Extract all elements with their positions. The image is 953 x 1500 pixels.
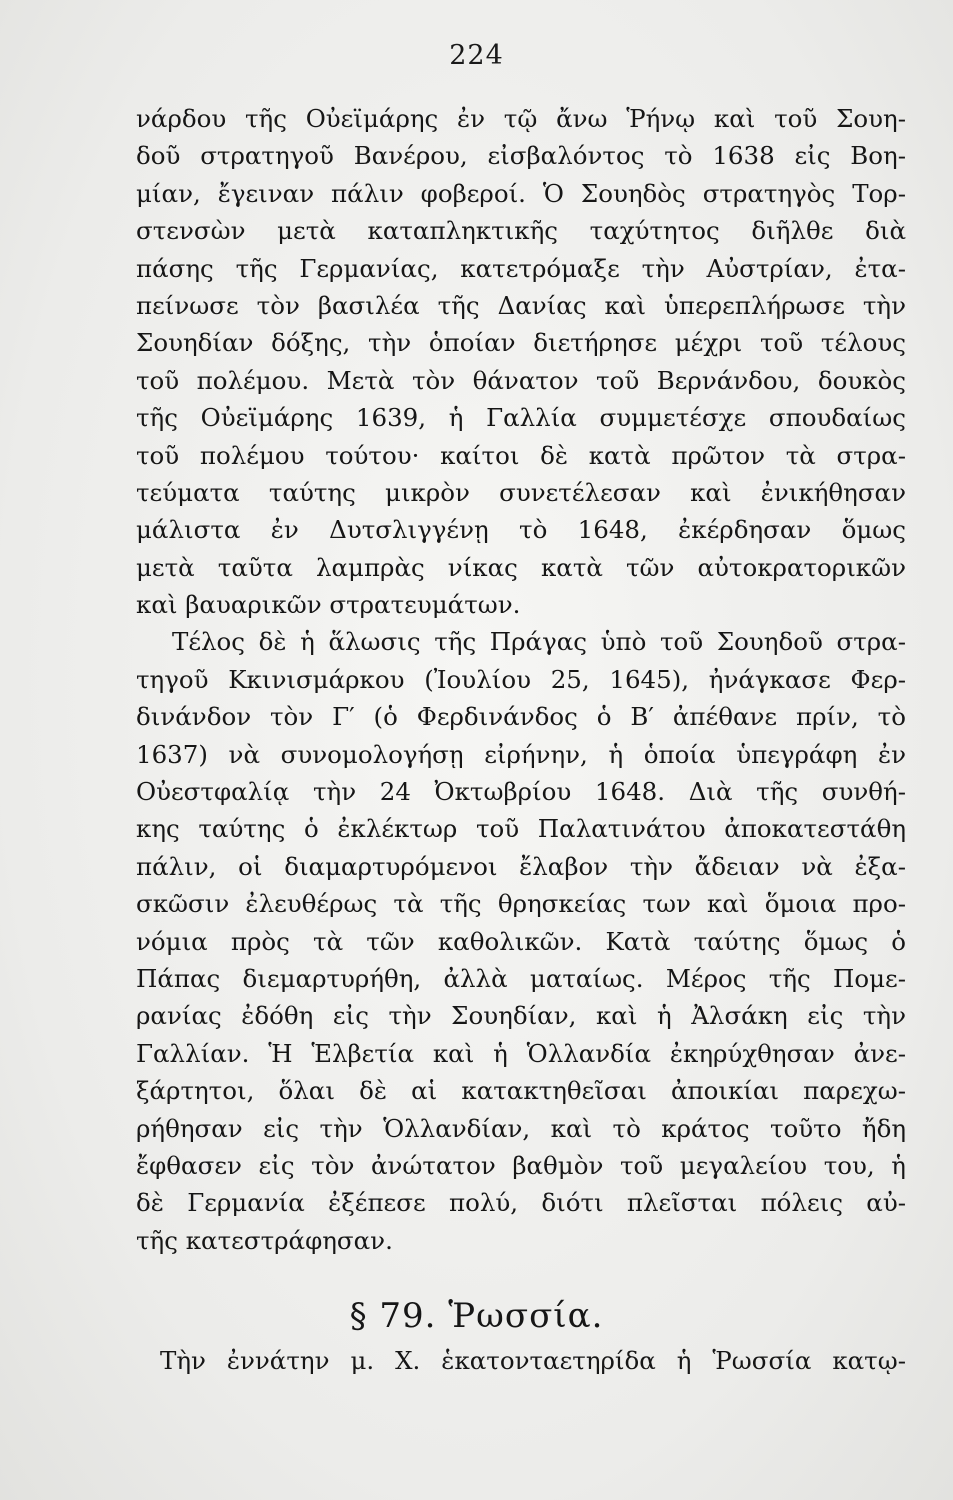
text-line: ρήθησαν εἰς τὴν Ὁλλανδίαν, καὶ τὸ κράτος τοῦτο ἤδη: [136, 1113, 906, 1143]
text-line: πείνωσε τὸν βασιλέα τῆς Δανίας καὶ ὑπερεπλήρωσε τὴν: [136, 290, 906, 320]
text-line: τοῦ πολέμου. Μετὰ τὸν θάνατον τοῦ Βερνάνδου, δουκὸς: [136, 365, 906, 395]
text-line: τοῦ πολέμου τούτου· καίτοι δὲ κατὰ πρῶτον τὰ στρα-: [136, 440, 906, 470]
text-line: τεύματα ταύτης μικρὸν συνετέλεσαν καὶ ἐνικήθησαν: [136, 477, 906, 507]
text-line: Πάπας διεμαρτυρήθη, ἀλλὰ ματαίως. Μέρος τῆς Πομε-: [136, 963, 906, 993]
text-line: πάλιν, οἱ διαμαρτυρόμενοι ἔλαβον τὴν ἄδειαν νὰ ἐξα-: [136, 851, 906, 881]
paragraph-1: [136, 100, 906, 623]
text-line: τῆς Οὐεϊμάρης 1639, ἡ Γαλλία συμμετέσχε σπουδαίως: [136, 403, 906, 433]
text-line: σκῶσιν ἐλευθέρως τὰ τῆς θρησκείας των καὶ ὅμοια προ-: [136, 889, 906, 919]
text-line: Τέλος δὲ ἡ ἅλωσις τῆς Πράγας ὑπὸ τοῦ Σουηδοῦ στρα-: [172, 627, 906, 657]
text-line: νάρδου τῆς Οὐεϊμάρης ἐν τῷ ἄνω Ῥήνῳ καὶ τοῦ Σουη-: [136, 104, 906, 133]
text-line: ἔφθασεν εἰς τὸν ἀνώτατον βαθμὸν τοῦ μεγαλείου του, ἡ: [136, 1150, 906, 1180]
text-line: δοῦ στρατηγοῦ Βανέρου, εἰσβαλόντος τὸ 1638 εἰς Βοη-: [136, 141, 906, 171]
section-heading: § 79. Ῥωσσία.: [349, 1296, 604, 1336]
text-line: τηγοῦ Κκινισμάρκου (Ἰουλίου 25, 1645), ἠνάγκασε Φερ-: [136, 664, 906, 694]
text-line: πάσης τῆς Γερμανίας, κατετρόμαξε τὴν Αὐστρίαν, ἐτα-: [136, 253, 906, 283]
text-line: τῆς κατεστράφησαν.: [136, 1225, 393, 1255]
text-line: μετὰ ταῦτα λαμπρὰς νίκας κατὰ τῶν αὐτοκρατορικῶν: [136, 552, 906, 582]
text-line: δὲ Γερμανία ἐξέπεσε πολύ, διότι πλεῖσται πόλεις αὐ-: [136, 1188, 906, 1218]
text-line: Οὐεστφαλίᾳ τὴν 24 Ὀκτωβρίου 1648. Διὰ τῆς συνθή-: [136, 777, 906, 807]
text-line: στενσὼν μετὰ καταπληκτικῆς ταχύτητος διῆλθε διὰ: [136, 216, 906, 246]
section-first-line: Τὴν ἐννάτην μ. Χ. ἑκατονταετηρίδα ἡ Ῥωσσία κατῳ-: [160, 1346, 906, 1375]
text-line: 1637) νὰ συνομολογήσῃ εἰρήνην, ἡ ὁποία ὑπεγράφη ἐν: [136, 739, 906, 769]
text-line: Γαλλίαν. Ἡ Ἑλβετία καὶ ἡ Ὁλλανδία ἐκηρύχθησαν ἀνε-: [136, 1038, 906, 1068]
text-line: μάλιστα ἐν Δυτσλιγγένῃ τὸ 1648, ἐκέρδησαν ὅμως: [136, 515, 906, 545]
text-line: Σουηδίαν δόξης, τὴν ὁποίαν διετήρησε μέχρι τοῦ τέλους: [136, 328, 906, 358]
paragraph-2: [136, 623, 906, 1259]
page-number: 224: [449, 40, 504, 71]
text-line: κης ταύτης ὁ ἐκλέκτωρ τοῦ Παλατινάτου ἀποκατεστάθη: [136, 814, 906, 844]
text-line: καὶ βαυαρικῶν στρατευμάτων.: [136, 590, 521, 620]
text-line: μίαν, ἔγειναν πάλιν φοβεροί. Ὁ Σουηδὸς στρατηγὸς Τορ-: [136, 178, 906, 208]
text-line: ρανίας ἐδόθη εἰς τὴν Σουηδίαν, καὶ ἡ Ἀλσάκη εἰς τὴν: [136, 1001, 906, 1031]
body-text: [136, 100, 906, 1259]
text-line: ξάρτητοι, ὅλαι δὲ αἱ κατακτηθεῖσαι ἀποικίαι παρεχω-: [136, 1076, 906, 1106]
text-line: δινάνδον τὸν Γ′ (ὁ Φερδινάνδος ὁ Β′ ἀπέθανε πρίν, τὸ: [136, 702, 906, 732]
text-line: νόμια πρὸς τὰ τῶν καθολικῶν. Κατὰ ταύτης ὅμως ὁ: [136, 926, 906, 956]
